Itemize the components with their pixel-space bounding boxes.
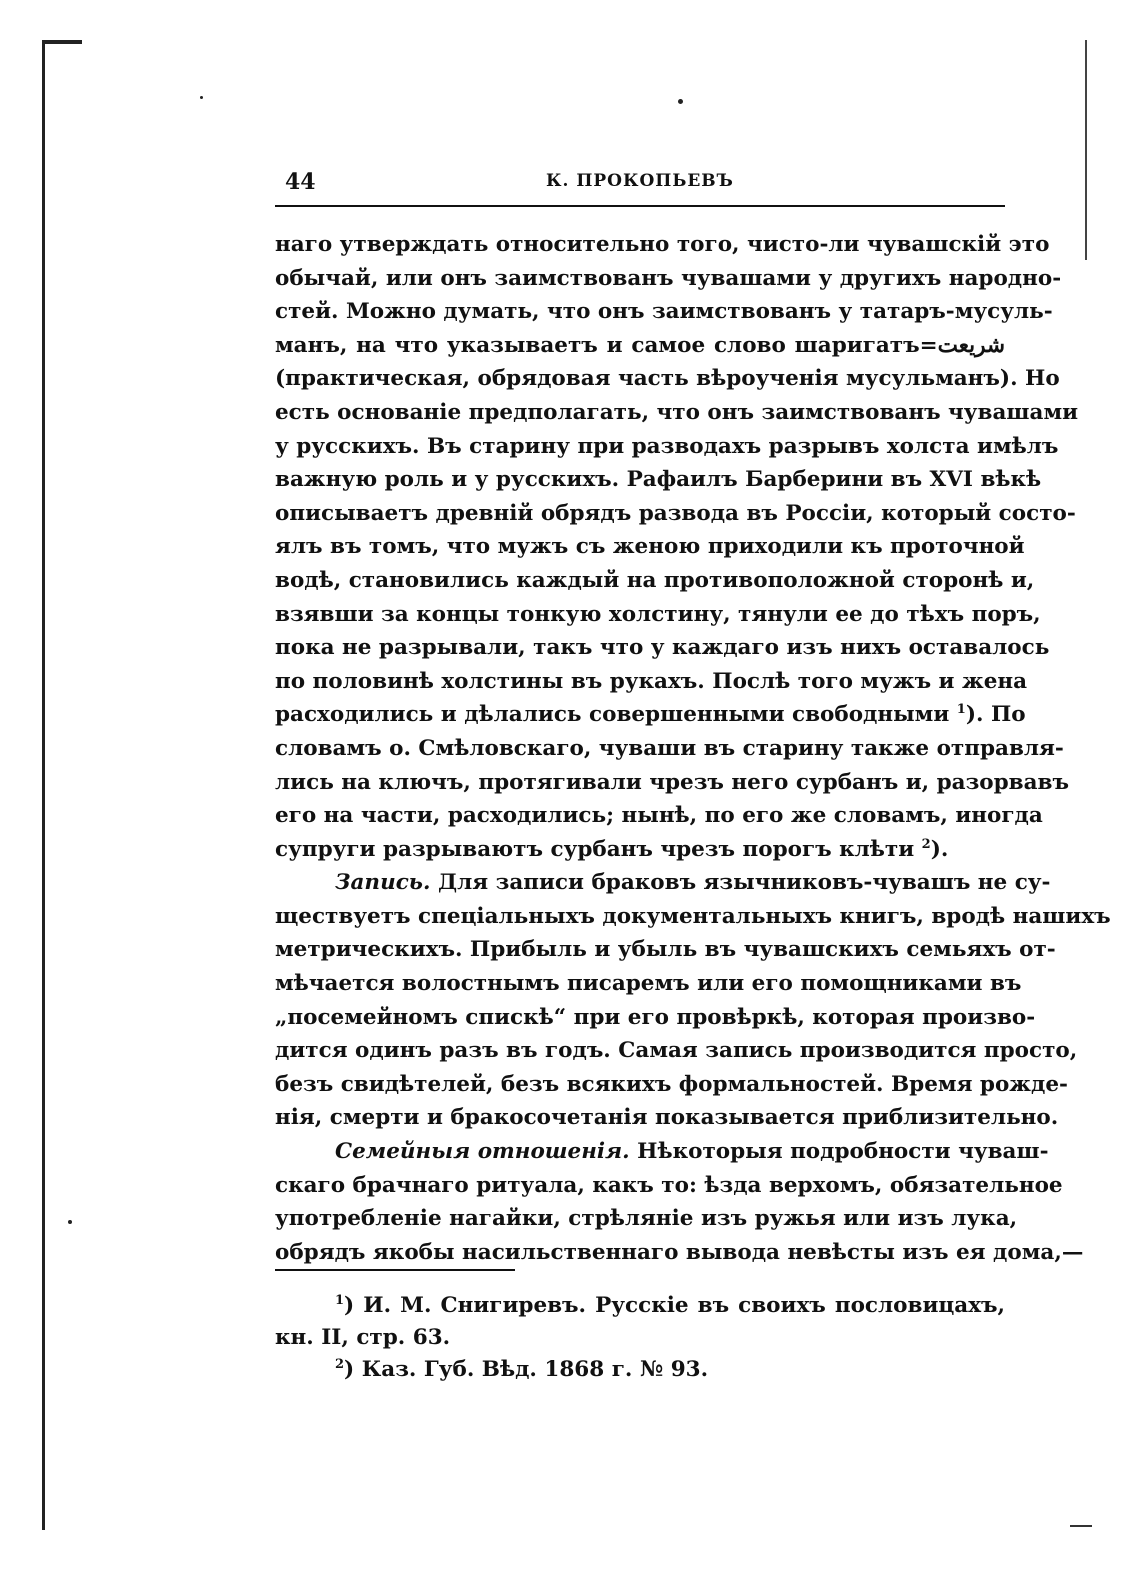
section-heading-family: Семейныя отношенія. [335,1139,630,1165]
text-line [275,1135,1049,1169]
text-line: пока не разрывали, такъ что у каждаго изъ нихъ оставалось [275,635,1050,661]
text-line: у русскихъ. Въ старину при разводахъ разрывъ холста имѣлъ [275,433,1059,459]
footnote-2 [275,1354,1005,1386]
text-segment: Нѣкоторыя подробности чуваш- [629,1139,1049,1165]
scan-speck [678,99,683,104]
scan-mark [1070,1525,1092,1527]
page-number: 44 [285,169,316,195]
text-line: лись на ключъ, протягивали чрезъ него сурбанъ и, разорвавъ [275,769,1069,795]
text-line: скаго брачнаго ритуала, какъ то: ѣзда верхомъ, обязательное [275,1172,1063,1198]
text-line: словамъ о. Смѣловскаго, чуваши въ старину также отправля- [275,735,1064,761]
text-line: „посемейномъ спискѣ“ при его провѣркѣ, которая произво- [275,1004,1036,1030]
text-line [275,698,1026,732]
scan-edge-left [42,40,45,1530]
text-line: ществуетъ спеціальныхъ документальныхъ книгъ, вродѣ нашихъ [275,903,1111,929]
text-line: ялъ въ томъ, что мужъ съ женою приходили къ проточной [275,534,1025,560]
footnote-1 [275,1290,1005,1322]
text-line: важную роль и у русскихъ. Рафаилъ Барберини въ XVI вѣкѣ [275,467,1042,493]
text-line: нія, смерти и бракосочетанія показывается приблизительно. [275,1105,1059,1131]
text-line: по половинѣ холстины въ рукахъ. Послѣ того мужъ и жена [275,668,1028,694]
body-text [275,228,1111,1269]
scan-speck [68,1220,72,1224]
text-line: описываетъ древній обрядъ развода въ Россіи, который состо- [275,500,1076,526]
text-line [275,833,1005,867]
footnote-ref-1: 1 [956,702,966,718]
text-line: мѣчается волостнымъ писаремъ или его помощниками въ [275,971,1022,997]
footnote-divider [275,1269,515,1271]
text-line: обрядъ якобы насильственнаго вывода невѣсты изъ ея дома,— [275,1239,1084,1265]
scan-edge-right [1085,40,1087,260]
text-line: употребленіе нагайки, стрѣляніе изъ ружья или изъ лука, [275,1206,1018,1232]
footnote-marker: 2 [335,1356,345,1372]
text-line: наго утверждать относительно того, чисто-ли чувашскій это [275,232,1050,257]
footnotes [275,1290,1005,1386]
text-segment: ). [930,836,949,862]
text-line: есть основаніе предполагать, что онъ заимствованъ чувашами [275,399,1079,425]
text-segment: ) Каз. Губ. Вѣд. 1868 г. № 93. [344,1357,709,1382]
scan-edge-top [42,40,82,44]
running-head: К. ПРОКОПЬЕВЪ [546,171,734,191]
text-line: водѣ, становились каждый на противоположной сторонѣ и, [275,567,1035,593]
text-line [275,866,1051,900]
text-segment: ) И. М. Снигиревъ. Русскіе въ своихъ пословицахъ, [344,1293,1005,1318]
text-line: взявши за концы тонкую холстину, тянули ее до тѣхъ поръ, [275,601,1041,627]
section-heading-zapis: Запись. [335,870,431,896]
text-line: метрическихъ. Прибыль и убыль въ чувашскихъ семьяхъ от- [275,937,1056,963]
text-segment: Для записи браковъ язычниковъ-чувашъ не су- [430,870,1051,896]
text-line: обычай, или онъ заимствованъ чувашами у другихъ народно- [275,265,1062,291]
scan-speck [200,96,203,99]
text-segment: расходились и дѣлались совершенными свободными [275,702,957,728]
footnote-1-cont: кн. II, стр. 63. [275,1325,451,1350]
text-line: дится одинъ разъ въ годъ. Самая запись производится просто, [275,1038,1078,1064]
text-segment: супруги разрываютъ сурбанъ чрезъ порогъ клѣти [275,836,922,862]
text-line: стей. Можно думать, что онъ заимствованъ у татаръ-мусуль- [275,299,1053,325]
text-line: (практическая, обрядовая часть вѣроученія мусульманъ). Но [275,366,1060,392]
text-line: манъ, на что указываетъ и самое слово шаригатъ=شريعت [275,332,1005,358]
footnote-marker: 1 [335,1292,345,1308]
text-segment: ). По [965,702,1026,728]
page-header [275,165,1005,207]
text-line: безъ свидѣтелей, безъ всякихъ формальностей. Время рожде- [275,1071,1068,1097]
footnote-ref-2: 2 [921,836,931,852]
text-line: его на части, расходились; нынѣ, по его же словамъ, иногда [275,803,1043,829]
